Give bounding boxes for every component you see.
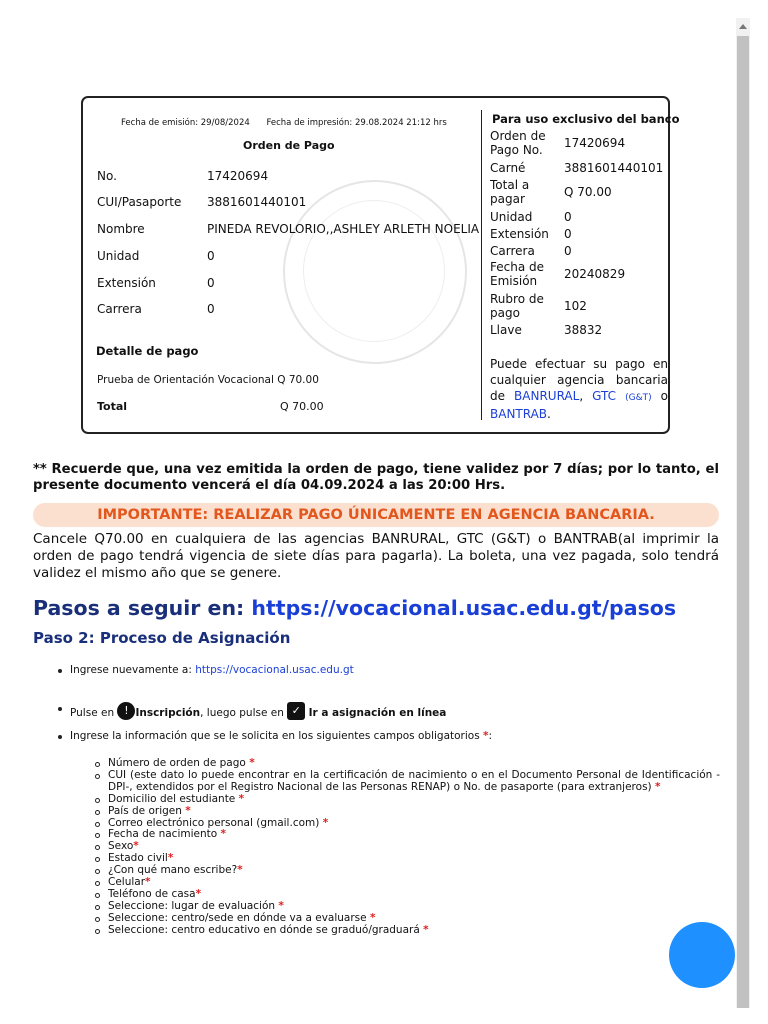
- badge-alert-icon: !: [117, 702, 135, 720]
- list-item-text: Correo electrónico personal (gmail.com): [108, 816, 320, 829]
- bank-field-value: 17420694: [564, 136, 626, 150]
- bullet-text: Ingrese la información que se le solicita en los siguientes campos obligatorios: [70, 730, 480, 742]
- or-text: o: [660, 389, 668, 403]
- bank-note-text: Puede efectuar su pago en cualquier agencia bancaria de: [490, 357, 668, 403]
- vocacional-link[interactable]: https://vocacional.usac.edu.gt: [195, 664, 354, 676]
- list-item-text: Celular: [108, 876, 146, 889]
- bullet-enter-info: [70, 730, 492, 742]
- order-field-number: [97, 169, 268, 183]
- scroll-up-arrow-icon[interactable]: [736, 18, 750, 34]
- bank-field-value: Q 70.00: [564, 185, 612, 199]
- order-field-unidad: [97, 249, 215, 263]
- paso-2-heading: Paso 2: Proceso de Asignación: [33, 629, 291, 647]
- steps-url-link[interactable]: https://vocacional.usac.edu.gt/pasos: [251, 596, 677, 620]
- bank-field-label: Unidad: [490, 210, 533, 224]
- detail-heading: Detalle de pago: [96, 344, 199, 358]
- order-field-carrera: [97, 302, 215, 316]
- vertical-scrollbar[interactable]: [736, 18, 750, 1008]
- required-star: *: [322, 816, 329, 829]
- bank-field-emission: [490, 260, 625, 288]
- bank-field-total: [490, 178, 612, 206]
- list-item-text: Teléfono de casa: [108, 887, 196, 900]
- bank-field-rubro: [490, 292, 587, 320]
- bank-note: Puede efectuar su pago en cualquier agencia bancaria de BANRURAL, GTC (G&T) o BANTRAB.: [490, 357, 668, 421]
- floating-action-button[interactable]: [669, 922, 735, 988]
- print-date: Fecha de impresión: 29.08.2024 21:12 hrs: [266, 118, 447, 128]
- list-item: [108, 841, 720, 853]
- bank-title: Para uso exclusivo del banco: [492, 112, 680, 126]
- bullet-text: Pulse en: [70, 707, 115, 719]
- list-item-text: CUI (este dato lo puede encontrar en la certificación de nacimiento o en el Documento Personal de Identificación -DPI-, extendidos por el Registro Nacional de las Personas RENAP) o No. de pasaporte (para extranjeros): [108, 768, 720, 793]
- bank-section: [481, 110, 680, 421]
- required-star: *: [220, 828, 227, 841]
- required-star: *: [237, 864, 243, 877]
- steps-prefix: Pasos a seguir en:: [33, 596, 245, 620]
- bank-field-value: 20240829: [564, 267, 626, 281]
- order-main-section: [83, 98, 481, 432]
- list-item-text: Sexo: [108, 840, 134, 853]
- list-item: [108, 925, 720, 937]
- detail-item-row: [97, 374, 319, 386]
- list-item: [108, 865, 720, 877]
- required-star: *: [185, 804, 191, 817]
- detail-amount: Q 70.00: [277, 374, 319, 386]
- emission-date: Fecha de emisión: 29/08/2024: [121, 118, 250, 128]
- order-field-cui: [97, 195, 306, 209]
- bank-field-llave: [490, 323, 602, 337]
- field-value: 0: [207, 249, 215, 263]
- bank-field-extension: [490, 227, 572, 241]
- gtc-link[interactable]: GTC: [592, 389, 617, 403]
- list-item: [108, 794, 720, 806]
- online-assignment-label: Ir a asignación en línea: [308, 707, 447, 719]
- required-star: *: [145, 876, 151, 889]
- scroll-thumb[interactable]: [737, 36, 749, 1008]
- required-star: *: [483, 730, 489, 742]
- list-item-text: Estado civil: [108, 852, 168, 865]
- field-value: 0: [207, 302, 215, 316]
- required-star: *: [369, 911, 376, 924]
- list-item-text: Seleccione: lugar de evaluación: [108, 899, 276, 912]
- field-value: 3881601440101: [207, 195, 307, 209]
- detail-item: Prueba de Orientación Vocacional: [97, 374, 274, 386]
- steps-heading: [33, 596, 676, 620]
- bank-field-value: 0: [564, 227, 572, 241]
- bank-field-label: Orden de Pago No.: [490, 129, 546, 157]
- payment-instructions: Cancele Q70.00 en cualquiera de las agencias BANRURAL, GTC (G&T) o BANTRAB(al imprimir la orden de pago tendrá vigencia de siete días para pagarla). La boleta, una vez pagada, solo tendrá validez el mismo año que se genere.: [33, 531, 719, 581]
- bank-field-label: Extensión: [490, 227, 549, 241]
- order-dates: [121, 118, 461, 128]
- bank-field-order-number: [490, 129, 625, 157]
- bank-field-label: Total a pagar: [490, 178, 530, 206]
- list-item-text: Domicilio del estudiante: [108, 792, 236, 805]
- total-row: [97, 400, 324, 413]
- field-label: Nombre: [97, 222, 145, 236]
- field-label: Carrera: [97, 302, 142, 316]
- bullet-text: , luego pulse en: [200, 707, 284, 719]
- required-star: *: [654, 780, 661, 793]
- bank-field-label: Fecha de Emisión: [490, 260, 544, 288]
- banrural-link[interactable]: BANRURAL: [514, 389, 580, 403]
- bank-field-unidad: [490, 210, 572, 224]
- bank-field-value: 3881601440101: [564, 161, 664, 175]
- bank-field-label: Carrera: [490, 244, 535, 258]
- field-value: PINEDA REVOLORIO,,ASHLEY ARLETH NOELIA: [207, 222, 480, 236]
- payment-order-box: [81, 96, 680, 434]
- field-value: 0: [207, 276, 215, 290]
- required-fields-list: [108, 758, 720, 937]
- field-label: Extensión: [97, 276, 156, 290]
- total-amount: Q 70.00: [280, 400, 324, 413]
- bank-field-label: Carné: [490, 161, 526, 175]
- bantrab-link[interactable]: BANTRAB: [490, 407, 548, 421]
- university-seal-watermark: [283, 180, 467, 364]
- bank-field-value: 102: [564, 299, 587, 313]
- list-item: [108, 770, 720, 794]
- colon: :: [488, 730, 493, 742]
- required-star: *: [167, 852, 174, 865]
- list-item-text: País de origen: [108, 804, 182, 817]
- required-star: *: [249, 757, 255, 769]
- order-field-name: [97, 222, 479, 236]
- bank-field-label: Llave: [490, 323, 522, 337]
- bank-field-value: 0: [564, 244, 572, 258]
- order-title: Orden de Pago: [243, 139, 335, 152]
- bank-field-value: 38832: [564, 323, 603, 337]
- total-label: Total: [97, 400, 128, 413]
- bank-field-label: Rubro de pago: [490, 292, 544, 320]
- list-item-text: Número de orden de pago: [108, 757, 246, 769]
- period: .: [547, 407, 551, 421]
- order-field-extension: [97, 276, 215, 290]
- required-star: *: [423, 923, 429, 936]
- required-star: *: [133, 840, 139, 853]
- list-item-text: ¿Con qué mano escribe?: [108, 864, 238, 877]
- list-item-text: Fecha de nacimiento: [108, 828, 218, 841]
- field-value: 17420694: [207, 169, 269, 183]
- bullet-visit-site: [70, 664, 354, 676]
- required-star: *: [278, 899, 284, 912]
- field-label: CUI/Pasaporte: [97, 195, 182, 209]
- bullet-text: Ingrese nuevamente a:: [70, 664, 192, 676]
- gtc-suffix: (G&T): [625, 393, 652, 403]
- inscription-label: Inscripción: [135, 707, 201, 719]
- field-label: Unidad: [97, 249, 140, 263]
- field-label: No.: [97, 169, 117, 183]
- list-item-text: Seleccione: centro/sede en dónde va a evaluarse: [108, 911, 367, 924]
- important-banner: IMPORTANTE: REALIZAR PAGO ÚNICAMENTE EN AGENCIA BANCARIA.: [33, 503, 719, 527]
- bullet-click-inscription: [70, 702, 446, 720]
- required-star: *: [238, 792, 245, 805]
- required-star: *: [195, 887, 202, 900]
- list-item: [108, 829, 720, 841]
- validity-warning: ** Recuerde que, una vez emitida la orden de pago, tiene validez por 7 días; por lo tanto, el presente documento vencerá el día 04.09.2024 a las 20:00 Hrs.: [33, 462, 719, 493]
- bank-field-carrera: [490, 244, 572, 258]
- bank-field-carne: [490, 161, 663, 175]
- clipboard-check-icon: ✓: [287, 702, 305, 720]
- bank-field-value: 0: [564, 210, 572, 224]
- list-item-text: Seleccione: centro educativo en dónde se graduó/graduará: [108, 923, 420, 936]
